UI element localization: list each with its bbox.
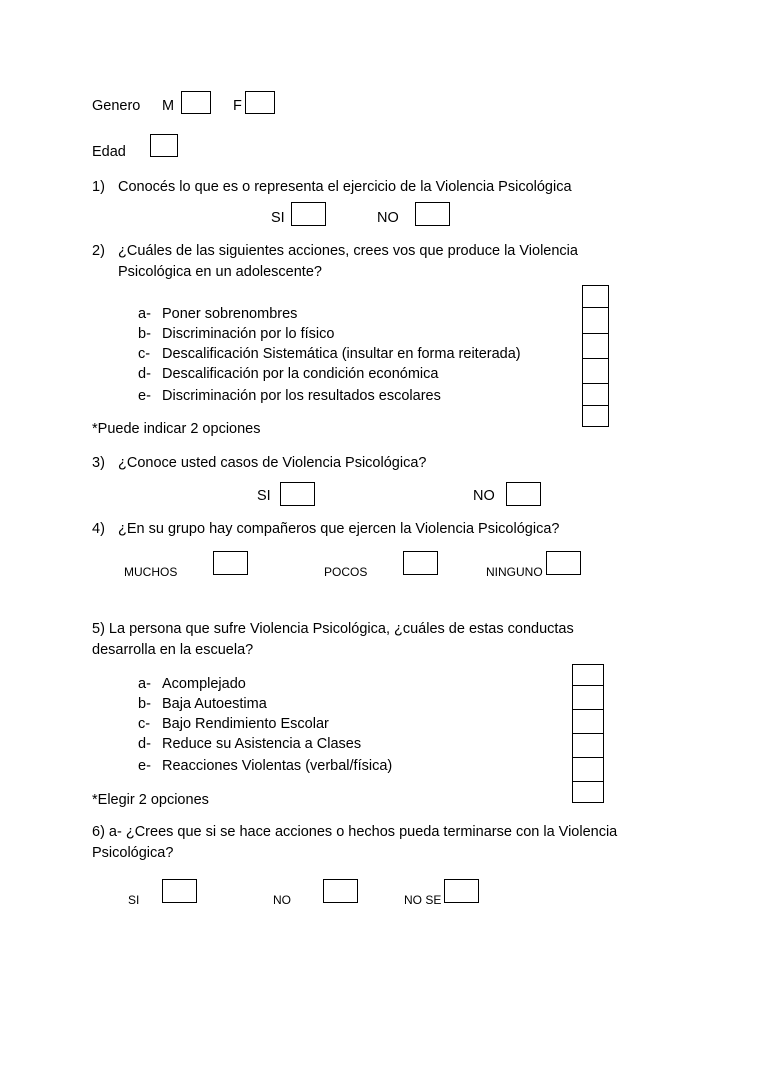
gender-f-label: F	[233, 98, 242, 114]
q6-nose-checkbox[interactable]	[444, 879, 479, 903]
q5-checkbox-d[interactable]	[573, 758, 603, 782]
q1-number: 1)	[92, 179, 105, 195]
q1-yes-checkbox[interactable]	[291, 202, 326, 226]
gender-f-checkbox[interactable]	[245, 91, 275, 114]
q3-yes-label: SI	[257, 488, 271, 504]
q4-text: ¿En su grupo hay compañeros que ejercen la Violencia Psicológica?	[118, 521, 560, 537]
q4-number: 4)	[92, 521, 105, 537]
q3-no-checkbox[interactable]	[506, 482, 541, 506]
q6-option-nose-label: NO SE	[404, 893, 442, 907]
q4-muchos-checkbox[interactable]	[213, 551, 248, 575]
q2-option-c-text: Descalificación Sistemática (insultar en forma reiterada)	[162, 346, 521, 362]
q4-option-muchos-label: MUCHOS	[124, 565, 178, 579]
q5-option-e-text: Reacciones Violentas (verbal/física)	[162, 758, 393, 774]
q5-option-c-text: Bajo Rendimiento Escolar	[162, 716, 329, 732]
q2-option-b-letter: b-	[138, 326, 151, 342]
q5-text-line1: 5) La persona que sufre Violencia Psicológica, ¿cuáles de estas conductas	[92, 621, 574, 637]
q4-ninguno-checkbox[interactable]	[546, 551, 581, 575]
q2-checkbox-c[interactable]	[583, 359, 608, 384]
q5-option-e-letter: e-	[138, 758, 151, 774]
q2-checkbox-e[interactable]	[583, 406, 608, 427]
q5-checkbox-header	[573, 665, 603, 686]
q5-option-b-text: Baja Autoestima	[162, 696, 267, 712]
age-field[interactable]	[150, 134, 178, 157]
gender-label: Genero	[92, 98, 141, 114]
q6-si-checkbox[interactable]	[162, 879, 197, 903]
q5-checkbox-e[interactable]	[573, 782, 603, 803]
q5-option-b-letter: b-	[138, 696, 151, 712]
q1-text: Conocés lo que es o representa el ejercicio de la Violencia Psicológica	[118, 179, 572, 195]
q5-checkbox-c[interactable]	[573, 734, 603, 758]
q2-text-line1: ¿Cuáles de las siguientes acciones, crees vos que produce la Violencia	[118, 243, 578, 259]
q3-text: ¿Conoce usted casos de Violencia Psicológica?	[118, 455, 427, 471]
q3-number: 3)	[92, 455, 105, 471]
q2-option-d-letter: d-	[138, 366, 151, 382]
q5-option-a-text: Acomplejado	[162, 676, 246, 692]
q1-no-label: NO	[377, 210, 399, 226]
q2-option-c-letter: c-	[138, 346, 151, 362]
q4-pocos-checkbox[interactable]	[403, 551, 438, 575]
q2-checkbox-a[interactable]	[583, 308, 608, 334]
q5-checkbox-a[interactable]	[573, 686, 603, 710]
q2-checkbox-b[interactable]	[583, 334, 608, 359]
q1-yes-label: SI	[271, 210, 285, 226]
q2-note: *Puede indicar 2 opciones	[92, 421, 261, 437]
q5-text-line2: desarrolla en la escuela?	[92, 642, 254, 658]
q6-no-checkbox[interactable]	[323, 879, 358, 903]
q2-checkbox-column	[582, 285, 609, 427]
q2-option-e-letter: e-	[138, 388, 151, 404]
q6-text-line1: 6) a- ¿Crees que si se hace acciones o hechos pueda terminarse con la Violencia	[92, 824, 618, 840]
q5-checkbox-column	[572, 664, 604, 803]
q2-option-d-text: Descalificación por la condición económica	[162, 366, 439, 382]
age-label: Edad	[92, 144, 126, 160]
q4-option-pocos-label: POCOS	[324, 565, 368, 579]
q6-option-no-label: NO	[273, 893, 291, 907]
q2-checkbox-header	[583, 286, 608, 308]
q2-option-b-text: Discriminación por lo físico	[162, 326, 335, 342]
q2-text-line2: Psicológica en un adolescente?	[118, 264, 322, 280]
q6-option-si-label: SI	[128, 893, 140, 907]
q2-option-a-letter: a-	[138, 306, 151, 322]
q3-no-label: NO	[473, 488, 495, 504]
q6-text-line2: Psicológica?	[92, 845, 174, 861]
q2-checkbox-d[interactable]	[583, 384, 608, 406]
q3-yes-checkbox[interactable]	[280, 482, 315, 506]
q5-option-a-letter: a-	[138, 676, 151, 692]
q1-no-checkbox[interactable]	[415, 202, 450, 226]
q2-option-e-text: Discriminación por los resultados escolares	[162, 388, 441, 404]
q5-option-d-letter: d-	[138, 736, 151, 752]
q2-option-a-text: Poner sobrenombres	[162, 306, 298, 322]
q4-option-ninguno-label: NINGUNO	[486, 565, 543, 579]
gender-m-label: M	[162, 98, 175, 114]
q5-note: *Elegir 2 opciones	[92, 792, 209, 808]
q5-option-d-text: Reduce su Asistencia a Clases	[162, 736, 362, 752]
gender-m-checkbox[interactable]	[181, 91, 211, 114]
q5-option-c-letter: c-	[138, 716, 151, 732]
q5-checkbox-b[interactable]	[573, 710, 603, 734]
q2-number: 2)	[92, 243, 105, 259]
